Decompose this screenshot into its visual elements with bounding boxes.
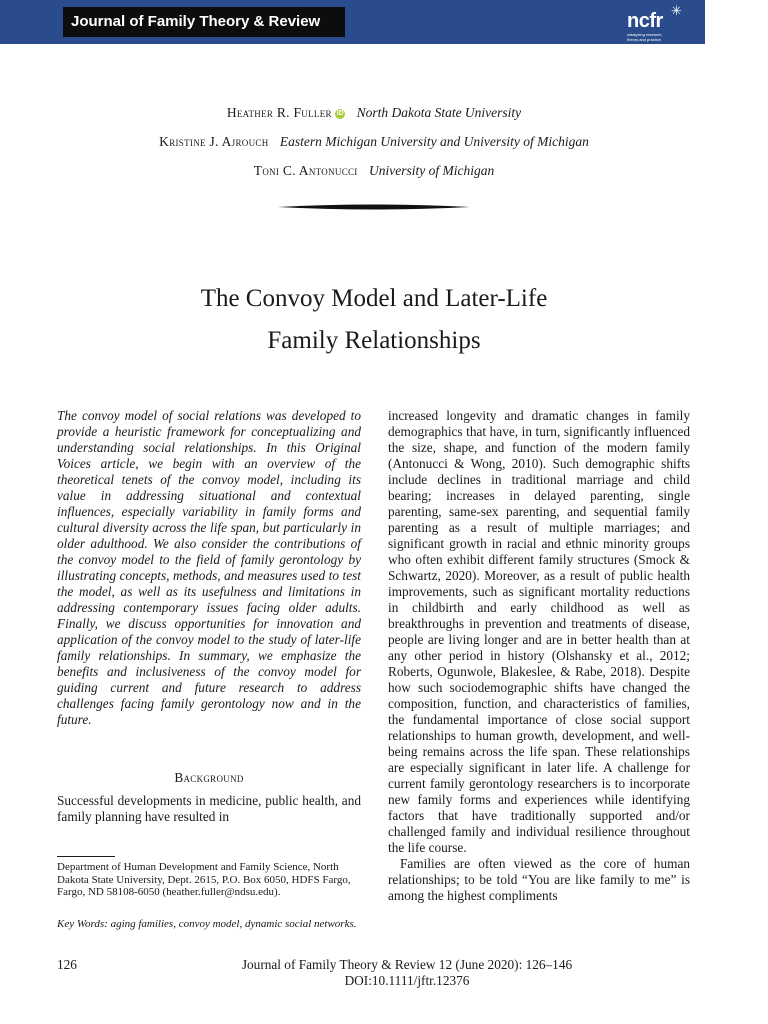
orcid-icon[interactable]: iD [336, 110, 344, 117]
title-ornament [278, 201, 470, 213]
citation-block [117, 957, 697, 989]
abstract: The convoy model of social relations was developed to provide a heuristic framework for conceptualizing and understanding social relationships. In this Original Voices article, we begin with an overview of the theoretical tenets of the convoy model, including its value in addressing situational and contextual influences, especially variability in family forms and cultural diversity across the life span, but particularly in older adulthood. We also consider the contributions of the convoy model to the field of family gerontology by illustrating concepts, methods, and measures used to test the model, as well as its usefulness and limitations in addressing contemporary issues facing older adults. Finally, we discuss opportunities for innovation and application of the convoy model to the study of later-life family relationships. In summary, we emphasize the benefits and inclusiveness of the convoy model for guiding current and future research to address challenges facing family gerontology now and in the future. [57, 408, 361, 727]
logo-tagline: catalyzing research, theory and practice [627, 32, 663, 42]
body-paragraph: Successful developments in medicine, public health, and family planning have resulted in [57, 793, 361, 824]
logo-spark-icon: ✳ [671, 3, 682, 18]
footnote-divider [57, 856, 115, 857]
journal-citation: Journal of Family Theory & Review 12 (June 2020): 126–146 [241, 957, 573, 972]
logo-wordmark: ncfr [627, 10, 663, 32]
author-list [0, 104, 748, 191]
title-line: Family Relationships [267, 327, 481, 354]
author-affiliation: North Dakota State University [356, 105, 522, 120]
author-affiliation: Eastern Michigan University and University of Michigan [279, 134, 589, 149]
title-line: The Convoy Model and Later-Life [200, 285, 548, 312]
footnote-address: Department of Human Development and Family Science, North Dakota State University, Dept. 2615, P.O. Box 6050, HDFS Fargo, Fargo, ND 58108-6050 (heather.fuller@ndsu.edu). [57, 861, 351, 898]
section-heading: Background [174, 770, 244, 785]
author-affiliation: University of Michigan [368, 163, 495, 178]
author-line [0, 104, 748, 133]
author-line [0, 133, 748, 162]
footnote-keywords: Key Words: aging families, convoy model, dynamic social networks. [57, 918, 357, 930]
author-line [0, 162, 748, 191]
journal-header-banner [0, 0, 705, 44]
author-name: Heather R. Fuller [226, 105, 332, 120]
ncfr-logo [627, 4, 697, 42]
author-name: Kristine J. Ajrouch [159, 134, 269, 149]
page-number: 126 [57, 957, 77, 972]
body-paragraph: Families are often viewed as the core of human relationships; to be told “You are like family to me” is among the highest compliments [388, 856, 690, 903]
journal-name: Journal of Family Theory & Review [63, 7, 345, 37]
author-name: Toni C. Antonucci [253, 163, 358, 178]
article-title [0, 278, 748, 362]
body-paragraph: increased longevity and dramatic changes in family demographics that have, in turn, significantly influenced the size, shape, and function of the modern family (Antonucci & Wong, 2010). Such demographic shifts include declines in traditional marriage and child bearing; increases in delayed parenting, single parenting, same-sex parenting, and sequential family parenting as a result of multiple marriages; and significant growth in racial and ethnic minority groups who often exhibit different family structures (Smock & Schwartz, 2020). Moreover, as a result of public health improvements, such as significant mortality reductions in childbirth and early childhood as well as breakthroughs in prevention and treatments of disease, people are living longer and are in better health than at any other period in history (Olshansky et al., 2012; Roberts, Ogunwole, Blakeslee, & Rabe, 2018). Despite how such sociodemographic shifts have changed the composition, function, and characteristics of families, the fundamental importance of close social support relationships to human growth, development, and well-being remains across the life span. These relationships are especially significant in later life. A challenge for current family gerontology researchers is to incorporate new family forms and experiences while identifying factors that have traditionally supported and/or challenged family and individual resilience throughout the life course. [388, 408, 690, 855]
right-column [388, 408, 690, 904]
doi[interactable]: DOI:10.1111/jftr.12376 [344, 973, 470, 988]
